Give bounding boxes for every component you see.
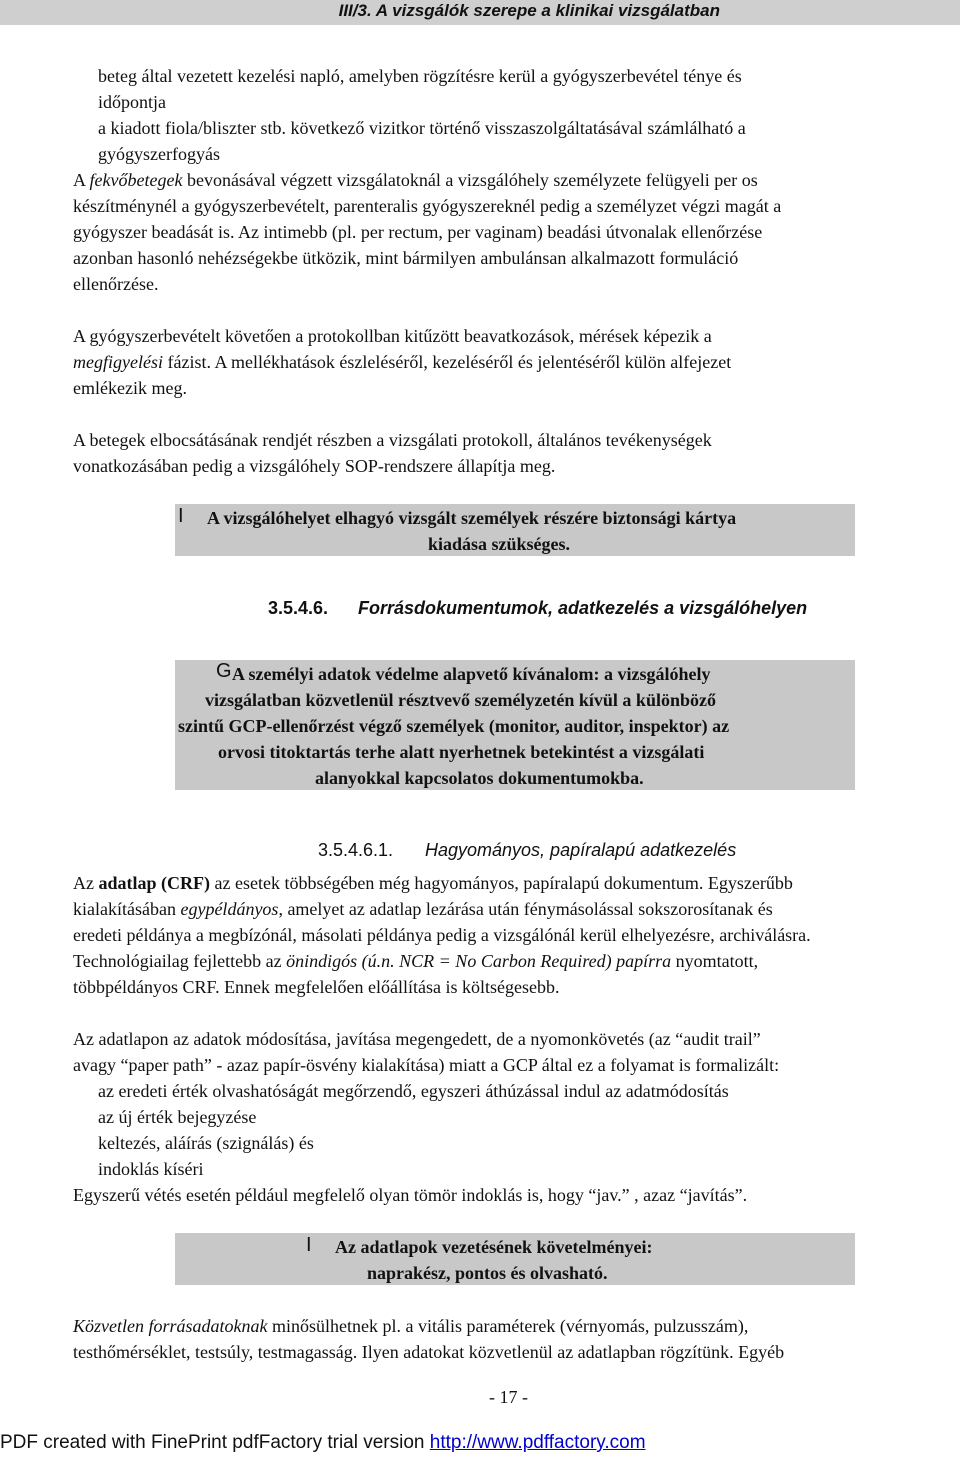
text-line: kialakításában egypéldányos, amelyet az adatlap lezárása után fénymásolással sokszorosítanak és <box>73 899 773 919</box>
running-header <box>0 0 960 25</box>
box-text-line: orvosi titoktartás terhe alatt nyerhetnek betekintést a vizsgálati <box>218 742 705 762</box>
text-line: Egyszerű vétés esetén például megfelelő olyan tömör indoklás is, hogy “jav.” , azaz “javítás”. <box>73 1185 748 1205</box>
text-line: avagy “paper path” - azaz papír-ösvény kialakítása) miatt a GCP által ez a folyamat is formalizált: <box>73 1055 780 1075</box>
footer-text: PDF created with FinePrint pdfFactory trial version <box>0 1432 430 1453</box>
text-line: Az adatlap (CRF) az esetek többségében még hagyományos, papíralapú dokumentum. Egyszerűbb <box>73 873 793 893</box>
box-text-line: A személyi adatok védelme alapvető kívánalom: a vizsgálóhely <box>232 664 711 684</box>
text-line: beteg által vezetett kezelési napló, amelyben rögzítésre kerül a gyógyszerbevétel ténye és <box>98 66 742 86</box>
text-line: időpontja <box>98 92 166 112</box>
box-marker: G <box>216 660 232 682</box>
pdf-footer <box>0 1432 646 1454</box>
page-number: - 17 - <box>489 1387 528 1407</box>
text-line: emlékezik meg. <box>73 378 187 398</box>
text-line: azonban hasonló nehézségekbe ütközik, mint bármilyen ambulánsan alkalmazott formuláció <box>73 248 739 268</box>
strong-text: adatlap (CRF) <box>98 873 210 893</box>
text-line: A betegek elbocsátásának rendjét részben a vizsgálati protokoll, általános tevékenységek <box>73 430 712 450</box>
box-text-line: szintű GCP-ellenőrzést végző személyek (monitor, auditor, inspektor) az <box>178 716 730 736</box>
box-text-line: vizsgálatban közvetlenül résztvevő személyzetén kívül a különböző <box>205 690 716 710</box>
box-marker: I <box>178 505 184 527</box>
text-line: ellenőrzése. <box>73 274 159 294</box>
section-number: 3.5.4.6. <box>268 598 329 618</box>
list-item: az eredeti érték olvashatóságát megőrzendő, egyszeri áthúzással indul az adatmódosítás <box>98 1081 729 1101</box>
subsection-number: 3.5.4.6.1. <box>318 840 394 860</box>
text-line: többpéldányos CRF. Ennek megfelelően előállítása is költségesebb. <box>73 977 560 997</box>
emphasis: önindigós (ú.n. NCR = No Carbon Required) papírra <box>286 951 672 971</box>
emphasis: fekvőbetegek <box>89 170 183 190</box>
emphasis: egypéldányos <box>180 899 279 919</box>
text-line: gyógyszer beadását is. Az intimebb (pl. per rectum, per vaginam) beadási útvonalak ellenőrzése <box>73 222 763 242</box>
text-line: Az adatlapon az adatok módosítása, javítása megengedett, de a nyomonkövetés (az “audit trail” <box>73 1029 761 1049</box>
text-line: készítménynél a gyógyszerbevételt, parenteralis gyógyszereknél pedig a személyzet végzi magát a <box>73 196 782 216</box>
list-item: az új érték bejegyzése <box>98 1107 257 1127</box>
text-line: a kiadott fiola/bliszter stb. következő vizitkor történő visszaszolgáltatásával számlálható a <box>98 118 746 138</box>
text-line: A fekvőbetegek bevonásával végzett vizsgálatoknál a vizsgálóhely személyzete felügyeli per os <box>73 170 758 190</box>
text-line: Közvetlen forrásadatoknak minősülhetnek pl. a vitális paraméterek (vérnyomás, pulzusszám), <box>73 1316 749 1336</box>
box-text-line: alanyokkal kapcsolatos dokumentumokba. <box>315 768 644 788</box>
section-title: Forrásdokumentumok, adatkezelés a vizsgálóhelyen <box>358 598 808 618</box>
subsection-title: Hagyományos, papíralapú adatkezelés <box>425 840 737 860</box>
footer-link[interactable]: http://www.pdffactory.com <box>429 1432 646 1453</box>
emphasis: megfigyelési <box>73 352 163 372</box>
list-item: indoklás kíséri <box>98 1159 204 1179</box>
box-text-line: Az adatlapok vezetésének követelményei: <box>335 1237 653 1257</box>
text-line: gyógyszerfogyás <box>98 144 220 164</box>
text-line: vonatkozásában pedig a vizsgálóhely SOP-rendszere állapítja meg. <box>73 456 556 476</box>
box-text-line: A vizsgálóhelyet elhagyó vizsgált személyek részére biztonsági kártya <box>207 508 737 528</box>
box-text-line: kiadása szükséges. <box>428 534 571 554</box>
text-line: Technológiailag fejlettebb az önindigós (ú.n. NCR = No Carbon Required) papírra nyomtatott, <box>73 951 759 971</box>
text-line: eredeti példánya a megbízónál, másolati példánya pedig a vizsgálónál kerül elhelyezésre, archiválásra. <box>73 925 811 945</box>
text-line: testhőmérséklet, testsúly, testmagasság. Ilyen adatokat közvetlenül az adatlapban rögzítünk. Egyéb <box>73 1342 785 1362</box>
text-line: megfigyelési fázist. A mellékhatások észleléséről, kezeléséről és jelentéséről külön alfejezet <box>73 352 732 372</box>
box-marker: I <box>306 1234 312 1256</box>
running-title: III/3. A vizsgálók szerepe a klinikai vizsgálatban <box>338 1 720 20</box>
list-item: keltezés, aláírás (szignálás) és <box>98 1133 314 1153</box>
emphasis: Közvetlen forrásadatoknak <box>73 1316 268 1336</box>
text-line: A gyógyszerbevételt követően a protokollban kitűzött beavatkozások, mérések képezik a <box>73 326 712 346</box>
box-text-line: naprakész, pontos és olvasható. <box>367 1263 608 1283</box>
